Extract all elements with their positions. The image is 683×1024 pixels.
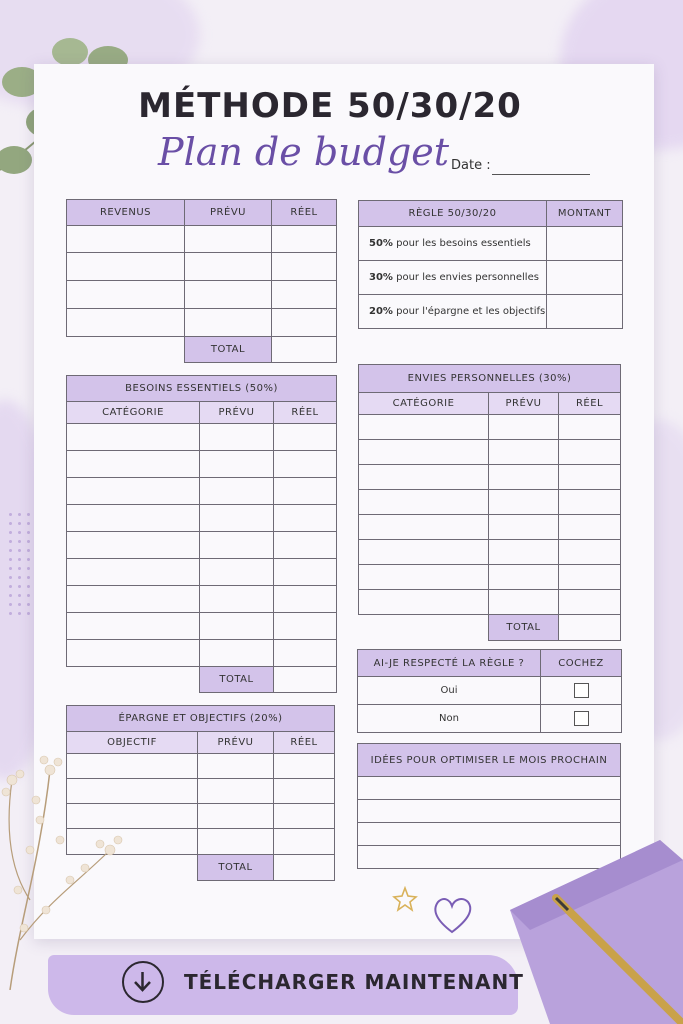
objectif-header: OBJECTIF (67, 732, 198, 754)
table-cell[interactable] (359, 590, 489, 615)
categorie-header: CATÉGORIE (67, 402, 200, 424)
table-cell[interactable] (359, 565, 489, 590)
table-cell[interactable] (200, 505, 274, 532)
download-arrow-icon[interactable] (122, 961, 164, 1003)
table-cell[interactable] (559, 515, 621, 540)
table-cell[interactable] (200, 613, 274, 640)
table-cell[interactable] (489, 415, 559, 440)
table-cell[interactable] (489, 540, 559, 565)
reel-header: RÉEL (559, 393, 621, 415)
table-cell[interactable] (489, 515, 559, 540)
reel-header: RÉEL (274, 732, 335, 754)
prevu-header: PRÉVU (198, 732, 274, 754)
table-cell[interactable] (559, 540, 621, 565)
date-label: Date : (451, 158, 491, 173)
table-cell[interactable] (272, 281, 337, 309)
table-cell[interactable] (274, 532, 337, 559)
table-cell[interactable] (559, 465, 621, 490)
non-label: Non (358, 705, 541, 733)
revenus-header: REVENUS (67, 200, 185, 226)
table-cell[interactable] (489, 565, 559, 590)
table-cell[interactable] (274, 559, 337, 586)
table-cell[interactable] (274, 478, 337, 505)
heart-doodle-icon (430, 892, 474, 938)
total-cell[interactable] (559, 615, 621, 641)
table-cell[interactable] (200, 586, 274, 613)
regle-row: 30% pour les envies personnelles (359, 261, 547, 295)
respect-header: AI-JE RESPECTÉ LA RÈGLE ? (358, 650, 541, 677)
total-cell[interactable] (274, 855, 335, 881)
table-cell[interactable] (67, 424, 200, 451)
epargne-title: ÉPARGNE ET OBJECTIFS (20%) (67, 706, 335, 732)
table-cell[interactable] (359, 465, 489, 490)
table-cell[interactable] (200, 424, 274, 451)
reel-header: RÉEL (272, 200, 337, 226)
table-cell[interactable] (272, 253, 337, 281)
regle-row: 20% pour l'épargne et les objectifs (359, 295, 547, 329)
table-cell[interactable] (489, 465, 559, 490)
oui-checkbox[interactable] (574, 683, 589, 698)
total-label: TOTAL (489, 615, 559, 641)
table-cell[interactable] (200, 559, 274, 586)
table-cell[interactable] (274, 640, 337, 667)
besoins-table (66, 375, 337, 693)
table-cell[interactable] (185, 226, 272, 253)
table-cell[interactable] (67, 559, 200, 586)
montant-cell[interactable] (547, 227, 623, 261)
table-cell[interactable] (200, 640, 274, 667)
table-cell[interactable] (489, 590, 559, 615)
notes-line[interactable] (358, 777, 621, 800)
table-cell[interactable] (67, 478, 200, 505)
table-cell[interactable] (274, 505, 337, 532)
prevu-header: PRÉVU (185, 200, 272, 226)
table-cell[interactable] (274, 829, 335, 855)
table-cell[interactable] (198, 804, 274, 829)
table-cell[interactable] (359, 415, 489, 440)
table-cell[interactable] (67, 586, 200, 613)
total-cell[interactable] (274, 667, 337, 693)
dot-pattern (6, 510, 32, 620)
oui-label: Oui (358, 677, 541, 705)
total-cell[interactable] (272, 337, 337, 363)
table-cell[interactable] (559, 565, 621, 590)
table-cell[interactable] (200, 532, 274, 559)
table-cell[interactable] (274, 804, 335, 829)
total-label: TOTAL (200, 667, 274, 693)
prevu-header: PRÉVU (489, 393, 559, 415)
table-cell[interactable] (274, 424, 337, 451)
total-label: TOTAL (198, 855, 274, 881)
table-cell[interactable] (559, 590, 621, 615)
table-cell[interactable] (489, 490, 559, 515)
table-cell[interactable] (67, 451, 200, 478)
table-cell[interactable] (185, 253, 272, 281)
table-cell[interactable] (359, 490, 489, 515)
dried-flowers-icon (0, 740, 140, 990)
table-cell[interactable] (489, 440, 559, 465)
regle-table (358, 200, 623, 329)
table-cell[interactable] (359, 515, 489, 540)
table-cell[interactable] (359, 540, 489, 565)
table-cell[interactable] (67, 532, 200, 559)
montant-cell[interactable] (547, 261, 623, 295)
star-doodle-icon (392, 886, 418, 912)
montant-cell[interactable] (547, 295, 623, 329)
date-field[interactable] (492, 174, 590, 175)
table-cell[interactable] (200, 451, 274, 478)
table-cell[interactable] (359, 440, 489, 465)
table-cell[interactable] (272, 309, 337, 337)
table-cell[interactable] (67, 226, 185, 253)
reel-header: RÉEL (274, 402, 337, 424)
prevu-header: PRÉVU (200, 402, 274, 424)
table-cell[interactable] (559, 440, 621, 465)
table-cell[interactable] (274, 613, 337, 640)
table-cell[interactable] (67, 309, 185, 337)
regle-row: 50% pour les besoins essentiels (359, 227, 547, 261)
table-cell[interactable] (274, 451, 337, 478)
revenus-table (66, 199, 337, 363)
table-cell[interactable] (67, 253, 185, 281)
table-cell[interactable] (272, 226, 337, 253)
table-cell[interactable] (200, 478, 274, 505)
table-cell[interactable] (67, 640, 200, 667)
respect-table (357, 649, 622, 733)
table-cell[interactable] (274, 586, 337, 613)
page-subtitle: Plan de budget (158, 130, 450, 174)
page-title: MÉTHODE 50/30/20 (138, 86, 522, 126)
table-cell[interactable] (559, 415, 621, 440)
idees-title: IDÉES POUR OPTIMISER LE MOIS PROCHAIN (358, 744, 621, 777)
table-cell[interactable] (198, 829, 274, 855)
table-cell[interactable] (274, 754, 335, 779)
table-cell[interactable] (67, 281, 185, 309)
table-cell[interactable] (198, 779, 274, 804)
table-cell[interactable] (185, 281, 272, 309)
table-cell[interactable] (67, 505, 200, 532)
table-cell[interactable] (559, 490, 621, 515)
total-label: TOTAL (185, 337, 272, 363)
table-cell[interactable] (67, 613, 200, 640)
besoins-title: BESOINS ESSENTIELS (50%) (67, 376, 337, 402)
regle-header: RÈGLE 50/30/20 (359, 201, 547, 227)
pen-icon (546, 890, 683, 1024)
envies-title: ENVIES PERSONNELLES (30%) (359, 365, 621, 393)
download-button-label[interactable]: TÉLÉCHARGER MAINTENANT (184, 970, 524, 994)
envies-table (358, 364, 621, 641)
categorie-header: CATÉGORIE (359, 393, 489, 415)
table-cell[interactable] (274, 779, 335, 804)
table-cell[interactable] (185, 309, 272, 337)
cochez-header: COCHEZ (541, 650, 622, 677)
montant-header: MONTANT (547, 201, 623, 227)
table-cell[interactable] (198, 754, 274, 779)
non-checkbox[interactable] (574, 711, 589, 726)
